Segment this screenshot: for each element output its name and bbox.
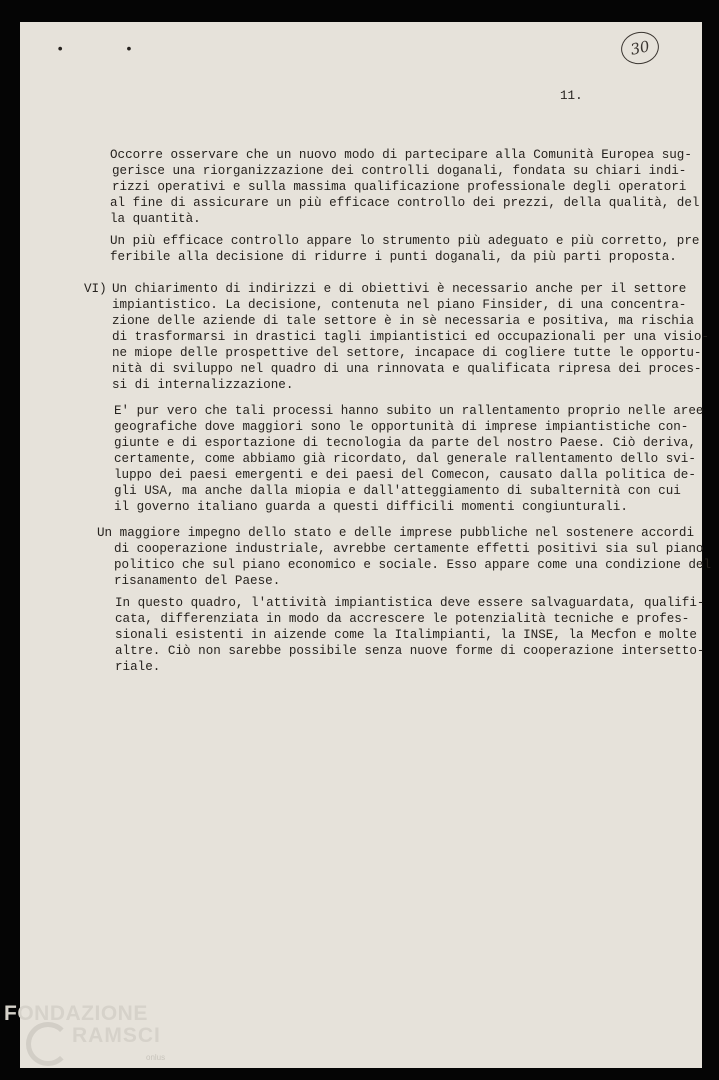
text-line: altre. Ciò non sarebbe possibile senza nuove forme di cooperazione intersetto- [115, 644, 705, 658]
text-line: risanamento del Paese. [114, 574, 281, 588]
text-line: Occorre osservare che un nuovo modo di partecipare alla Comunità Europea sug- [110, 148, 692, 162]
text-line: certamente, come abbiamo già ricordato, dal generale rallentamento dello svi- [114, 452, 696, 466]
text-line: In questo quadro, l'attività impiantistica deve essere salvaguardata, qualifi- [115, 596, 705, 610]
text-line: gli USA, ma anche dalla miopia e dall'atteggiamento di subalternità con cui [114, 484, 681, 498]
text-line: feribile alla decisione di ridurre i punti doganali, da più parti proposta. [110, 250, 677, 264]
watermark-line3: onlus [146, 1053, 166, 1062]
text-line: giunte e di esportazione di tecnologia da parte del nostro Paese. Ciò deriva, [114, 436, 696, 450]
text-line: al fine di assicurare un più efficace controllo dei prezzi, della qualità, del [110, 196, 700, 210]
text-line: gerisce una riorganizzazione dei controlli doganali, fondata su chiari indi- [112, 164, 687, 178]
text-line: riale. [115, 660, 161, 674]
logo-icon [26, 1022, 70, 1066]
text-line: sionali esistenti in aizende come la Italimpianti, la INSE, la Mecfon e molte [115, 628, 697, 642]
text-line: E' pur vero che tali processi hanno subito un rallentamento proprio nelle aree [114, 404, 704, 418]
watermark-line1: FONDAZIONE [4, 1002, 148, 1025]
text-line: zione delle aziende di tale settore è in sè necessaria e positiva, ma rischia [112, 314, 694, 328]
text-line: Un maggiore impegno dello stato e delle imprese pubbliche nel sostenere accordi [97, 526, 695, 540]
text-line: luppo dei paesi emergenti e dei paesi del Comecon, causato dalla politica de- [114, 468, 696, 482]
text-line: il governo italiano guarda a questi difficili momenti congiunturali. [114, 500, 628, 514]
text-line: ne miope delle prospettive del settore, incapace di cogliere tutte le opportu- [112, 346, 702, 360]
text-line: impiantistico. La decisione, contenuta nel piano Finsider, di una concentra- [112, 298, 687, 312]
text-line: Un chiarimento di indirizzi e di obiettivi è necessario anche per il settore [112, 282, 687, 296]
text-line: la quantità. [110, 212, 201, 226]
text-line: Un più efficace controllo appare lo strumento più adeguato e più corretto, pre [110, 234, 700, 248]
page-number: 11. [560, 89, 583, 103]
text-line: politico che sul piano economico e sociale. Esso appare come una condizione del [114, 558, 712, 572]
handwritten-page-annotation: 30 [618, 28, 662, 67]
section-marker: VI) [84, 282, 107, 296]
text-line: si di internalizzazione. [112, 378, 294, 392]
punch-marks: • • [56, 42, 160, 58]
watermark-line2: RAMSCI [72, 1024, 161, 1047]
text-line: cata, differenziata in modo da accrescere le potenzialità tecniche e profes- [115, 612, 690, 626]
text-line: nità di sviluppo nel quadro di una rinnovata e qualificata ripresa dei proces- [112, 362, 702, 376]
text-line: di trasformarsi in drastici tagli impiantistici ed occupazionali per una visio- [112, 330, 710, 344]
text-line: rizzi operativi e sulla massima qualificazione professionale degli operatori [112, 180, 687, 194]
text-line: di cooperazione industriale, avrebbe certamente effetti positivi sia sul piano [114, 542, 704, 556]
document-page [4, 22, 712, 1068]
text-line: geografiche dove maggiori sono le opportunità di imprese impiantistiche con- [114, 420, 689, 434]
